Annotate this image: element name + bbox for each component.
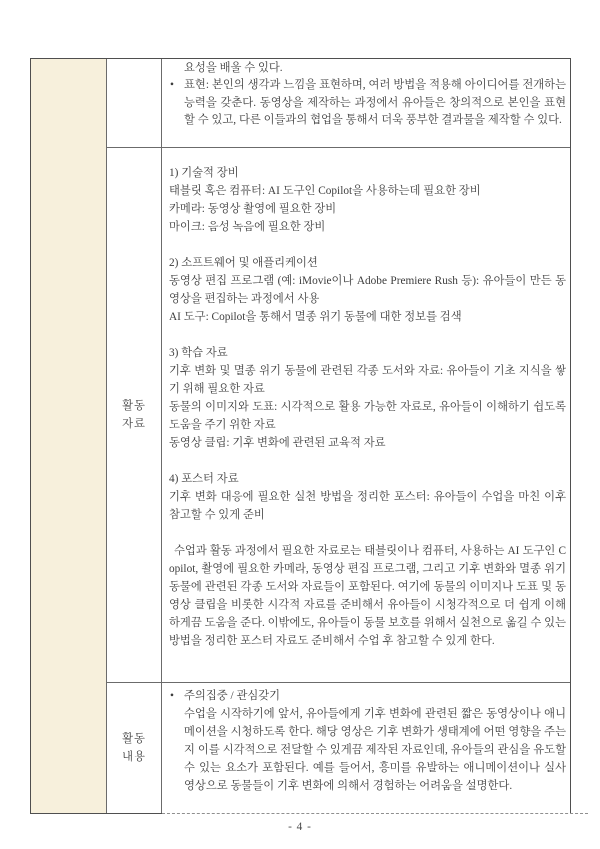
row-label-line: 자료 [122,418,146,430]
section-line: 동영상 클립: 기후 변화에 관련된 교육적 자료 [169,437,386,449]
row-label-line: 내용 [122,751,146,763]
materials-section [169,164,566,236]
table-bottom-border-solid [30,813,162,814]
section-line: 마이크: 음성 녹음에 필요한 장비 [169,221,326,233]
row-label-activity-materials [107,148,162,682]
section-heading: 2) 소프트웨어 및 애플리케이션 [169,257,318,269]
table-body [107,59,570,813]
attention-bullet-heading: 주의집중 / 관심갖기 [184,690,281,702]
section-line: 태블릿 혹은 컴퓨터: AI 도구인 Copilot을 사용하는데 필요한 장비 [169,185,481,197]
section-line: 기후 변화 대응에 필요한 실천 방법을 정리한 포스터: 유아들이 수업을 마친 이후 참고할 수 있게 준비 [169,491,566,521]
section-line: 동물의 이미지와 도표: 시각적으로 활용 가능한 자료로, 유아들이 이해하기 쉽도록 도움을 주기 위한 자료 [169,401,566,431]
section-line: 기후 변화 및 멸종 위기 동물에 관련된 각종 도서와 자료: 유아들이 기초 지식을 쌓기 위해 필요한 자료 [169,365,566,395]
section-line: AI 도구: Copilot을 통해서 멸종 위기 동물에 대한 정보를 검색 [169,311,462,323]
continuation-line: 요성을 배울 수 있다. [184,62,283,74]
row-label-activity-contents [107,683,162,813]
lesson-plan-table [30,58,571,813]
materials-section [169,254,566,326]
contents-content-cell [162,683,570,813]
objectives-continuation-row [107,59,570,147]
row-label-line: 활동 [122,733,146,745]
attention-bullet-item [169,687,566,795]
page-number: - 4 - [288,821,312,833]
merged-stage-cell [31,59,107,813]
materials-section [169,344,566,452]
materials-content-cell [162,148,570,682]
materials-sections [169,164,566,524]
materials-section [169,470,566,524]
section-heading: 1) 기술적 장비 [169,167,239,179]
activity-materials-row [107,147,570,682]
bullet-icon: • [170,79,174,92]
objectives-content-cell [162,59,570,147]
bullet-icon: • [170,690,174,702]
row-label-line: 활동 [122,400,146,412]
row-label-cell-empty [107,59,162,147]
section-line: 카메라: 동영상 촬영에 필요한 장비 [169,203,337,215]
section-heading: 4) 포스터 자료 [169,473,239,485]
materials-summary-paragraph: 수업과 활동 과정에서 필요한 자료로는 태블릿이나 컴퓨터, 사용하는 AI 도구인 Copilot, 촬영에 필요한 카메라, 동영상 편집 프로그램, 그리고 기후 변화와 멸종 위기 동물에 관련된 각종 도서와 자료들이 포함된다. 여기에 동물의 이미지나 도표 및 동영상 클립을 비롯한 시각적 자료를 준비해서 유아들이 시청각적으로 더 쉽게 이해하게끔 도움을 준다. 이밖에도, 유아들이 동물 보호를 위해서 실천으로 옮길 수 있는 방법을 정리한 포스터 자료도 준비해서 수업 후 참고할 수 있게 한다. [169,545,566,647]
attention-paragraph: 수업을 시작하기에 앞서, 유아들에게 기후 변화에 관련된 짧은 동영상이나 애니메이션을 시청하도록 한다. 해당 영상은 기후 변화가 생태계에 어떤 영향을 주는지 이를 시각적으로 전달할 수 있게끔 제작된 자료인데, 유아들의 관심을 유도할 수 있는 요소가 포함된다. 예를 들어서, 흥미를 유발하는 애니메이션이나 실사 영상으로 동물들이 기후 변화에 의해서 경험하는 어려움을 설명한다. [184,708,566,792]
page-break-dashed-border [162,813,588,814]
objective-bullet-item [169,77,566,129]
section-heading: 3) 학습 자료 [169,347,228,359]
activity-contents-row [107,682,570,813]
section-line: 동영상 편집 프로그램 (예: iMovie이나 Adobe Premiere Rush 등): 유아들이 만든 동영상을 편집하는 과정에서 사용 [169,275,566,305]
objective-bullet-text: 표현: 본인의 생각과 느낌을 표현하며, 여러 방법을 적용해 아이디어를 전개하는 능력을 갖춘다. 동영상을 제작하는 과정에서 유아들은 창의적으로 본인을 표현할 수 있고, 다른 이들과의 협업을 통해서 더욱 풍부한 결과물을 제작할 수 있다. [184,79,566,127]
